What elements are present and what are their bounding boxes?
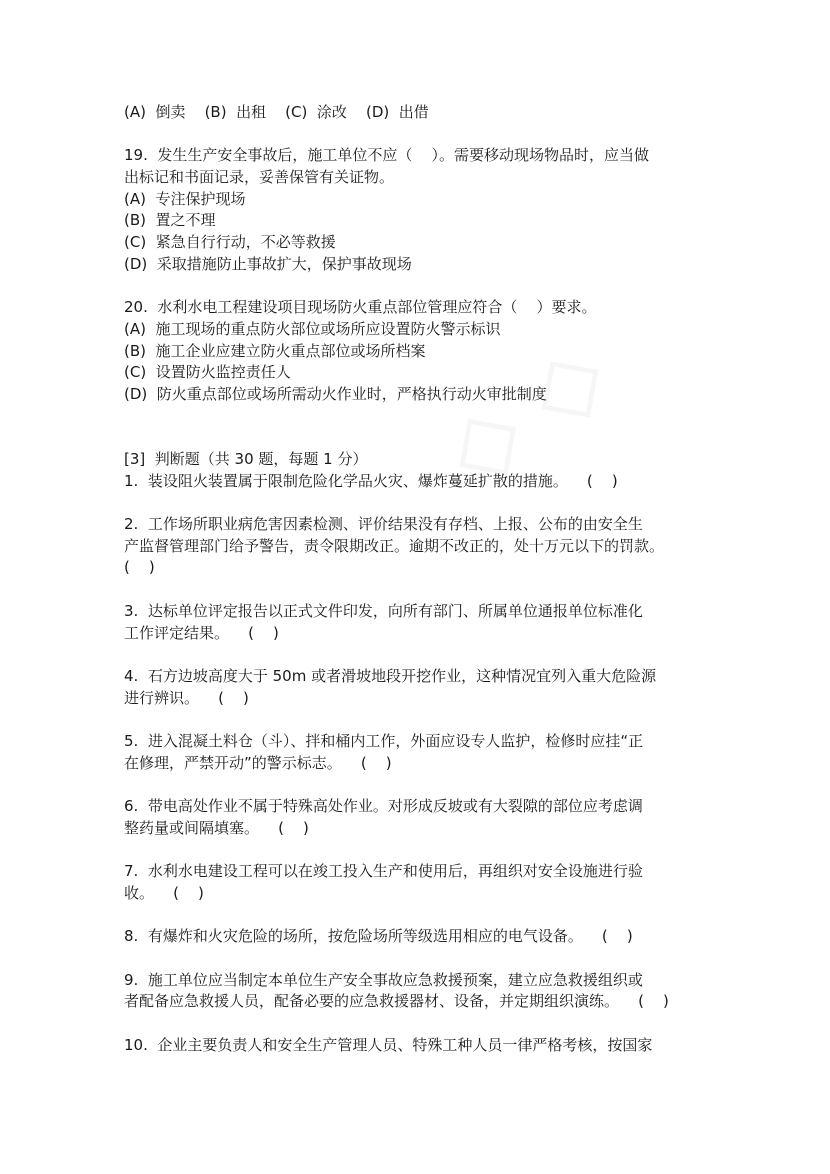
- question-line: 2. 工作场所职业病危害因素检测、评价结果没有存档、上报、公布的由安全生: [124, 515, 643, 534]
- spacer: [124, 276, 724, 298]
- option-b: (B) 置之不理: [124, 211, 216, 230]
- option-d: (D) 采取措施防止事故扩大，保护事故现场: [124, 254, 412, 273]
- judgment-question: [124, 514, 724, 579]
- spacer: [124, 492, 724, 514]
- judgment-question: [124, 970, 724, 1013]
- spacer: [124, 427, 724, 449]
- judgment-question: [124, 731, 724, 774]
- spacer: [124, 709, 724, 731]
- question-stem: 19. 发生生产安全事故后，施工单位不应（ ）。需要移动现场物品时，应当做: [124, 146, 649, 165]
- question-line: 进行辨识。 ( ): [124, 688, 249, 707]
- question-line: 者配备应急救援人员，配备必要的应急救援器材、设备，并定期组织演练。 ( ): [124, 992, 669, 1011]
- question-line: 7. 水利水电建设工程可以在竣工投入生产和使用后，再组织对安全设施进行验: [124, 862, 643, 881]
- spacer: [124, 904, 724, 926]
- question-line: 9. 施工单位应当制定本单位生产安全事故应急救援预案，建立应急救援组织或: [124, 970, 643, 989]
- question-stem: 出标记和书面记录，妥善保管有关证物。: [124, 168, 395, 187]
- spacer: [124, 579, 724, 601]
- judgment-question: [124, 926, 724, 948]
- judgment-question: [124, 471, 724, 493]
- question-line: 在修理，严禁开动”的警示标志。 ( ): [124, 753, 392, 772]
- spacer: [124, 1013, 724, 1035]
- question-line: 整药量或间隔填塞。 ( ): [124, 818, 309, 837]
- judgment-question: [124, 1035, 724, 1057]
- question-19: [124, 145, 724, 275]
- judgment-question: [124, 666, 724, 709]
- question-line: ( ): [124, 558, 155, 577]
- question-line: 1. 装设阻火装置属于限制危险化学品火灾、爆炸蔓延扩散的措施。 ( ): [124, 471, 618, 490]
- option-c: (C) 紧急自行行动，不必等救援: [124, 233, 336, 252]
- judgment-question: [124, 861, 724, 904]
- spacer: [124, 406, 724, 428]
- judgment-question: [124, 601, 724, 644]
- question-line: 10. 企业主要负责人和安全生产管理人员、特殊工种人员一律严格考核，按国家: [124, 1035, 653, 1054]
- spacer: [124, 644, 724, 666]
- section-heading: [3] 判断题（共 30 题，每题 1 分）: [124, 450, 368, 468]
- option-a: (A) 专注保护现场: [124, 189, 246, 208]
- judgment-list: [124, 471, 724, 1057]
- option-d: (D) 防火重点部位或场所需动火作业时，严格执行动火审批制度: [124, 384, 547, 403]
- question-line: 产监督管理部门给予警告，责令限期改正。逾期不改正的，处十万元以下的罚款。: [124, 536, 665, 555]
- spacer: [124, 774, 724, 796]
- document-page: [124, 102, 724, 1056]
- q18-options: (A) 倒卖 (B) 出租 (C) 涂改 (D) 出借: [124, 103, 429, 121]
- question-line: 8. 有爆炸和火灾危险的场所，按危险场所等级选用相应的电气设备。 ( ): [124, 927, 633, 946]
- question-line: 收。 ( ): [124, 883, 204, 902]
- question-20: [124, 297, 724, 405]
- question-line: 3. 达标单位评定报告以正式文件印发，向所有部门、所属单位通报单位标准化: [124, 601, 643, 620]
- question-line: 5. 进入混凝土料仓（斗）、拌和桶内工作，外面应设专人监护，检修时应挂“正: [124, 731, 644, 750]
- question-line: 6. 带电高处作业不属于特殊高处作业。对形成反坡或有大裂隙的部位应考虑调: [124, 797, 643, 815]
- option-a: (A) 施工现场的重点防火部位或场所应设置防火警示标识: [124, 319, 501, 338]
- option-b: (B) 施工企业应建立防火重点部位或场所档案: [124, 341, 426, 360]
- spacer: [124, 839, 724, 861]
- judgment-question: [124, 796, 724, 839]
- question-line: 工作评定结果。 ( ): [124, 623, 279, 642]
- spacer: [124, 948, 724, 970]
- option-c: (C) 设置防火监控责任人: [124, 363, 291, 382]
- question-line: 4. 石方边坡高度大于 50m 或者滑坡地段开挖作业，这种情况宜列入重大危险源: [124, 666, 657, 685]
- question-stem: 20. 水利水电工程建设项目现场防火重点部位管理应符合（ ）要求。: [124, 298, 597, 317]
- spacer: [124, 124, 724, 146]
